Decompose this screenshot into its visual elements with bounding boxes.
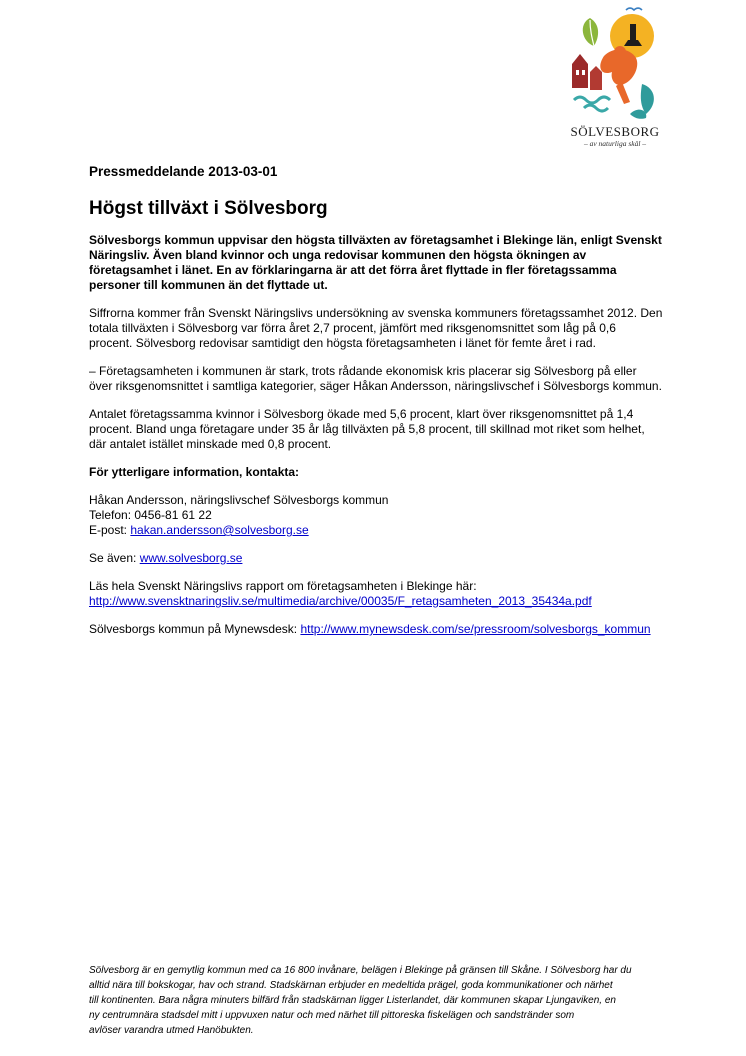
body-paragraph-3	[89, 407, 689, 452]
contact-block	[89, 493, 689, 538]
website-link[interactable]: www.solvesborg.se	[139, 551, 243, 565]
press-date: Pressmeddelande 2013-03-01	[89, 164, 278, 179]
see-also-label: Se även:	[89, 551, 140, 565]
body-line: procent. Bland unga företagare under 35 år låg tillväxten på 5,8 procent, till skillnad mot riket som helhet,	[89, 422, 645, 436]
report-link[interactable]: http://www.svensktnaringsliv.se/multimedia/archive/00035/F_retagsamheten_2013_35434a.pdf	[89, 594, 592, 608]
page-title: Högst tillväxt i Sölvesborg	[89, 198, 328, 219]
lead-line: personer till kommunen än det flyttade ut.	[89, 278, 328, 292]
contact-phone: Telefon: 0456-81 61 22	[89, 508, 212, 522]
lead-line: Näringsliv. Även bland kvinnor och unga redovisar kommunen den högsta ökningen av	[89, 248, 587, 262]
mynewsdesk-label: Sölvesborgs kommun på Mynewsdesk:	[89, 622, 301, 636]
lead-line: företagsamhet i länet. En av förklaringarna är att det förra året flyttade in fler företagssamma	[89, 263, 617, 277]
contact-heading: För ytterligare information, kontakta:	[89, 465, 300, 479]
see-also	[89, 551, 689, 566]
press-release	[89, 163, 689, 650]
report-text: Läs hela Svenskt Näringslivs rapport om företagsamheten i Blekinge här:	[89, 579, 477, 593]
body-line: över riksgenomsnittet i samtliga kategorier, säger Håkan Andersson, näringslivschef i Sölvesborgs kommun.	[89, 379, 662, 393]
mynewsdesk-row	[89, 622, 689, 637]
footer-line: alltid nära till bokskogar, hav och strand. Stadskärnan erbjuder en medeltida prägel, goda kommunikationer och närhet	[89, 980, 613, 991]
logo	[560, 6, 670, 146]
body-line: procent. Sölvesborg redovisar samtidigt den högsta företagsamheten i länet för femte året i rad.	[89, 336, 596, 350]
body-paragraph-2	[89, 364, 689, 394]
logo-tagline: – av naturliga skäl –	[583, 139, 647, 148]
contact-name: Håkan Andersson, näringslivschef Sölvesborgs kommun	[89, 493, 389, 507]
solvesborg-logo-icon	[560, 6, 670, 126]
logo-name: SÖLVESBORG	[570, 124, 660, 139]
footer-about	[89, 963, 707, 1038]
contact-email-label: E-post:	[89, 523, 131, 537]
lead-line: Sölvesborgs kommun uppvisar den högsta tillväxten av företagsamhet i Blekinge län, enligt Svenskt	[89, 233, 662, 247]
body-line: där antalet istället minskade med 0,8 procent.	[89, 437, 332, 451]
report-block	[89, 579, 689, 609]
lead-paragraph	[89, 233, 689, 293]
contact-email-row	[89, 523, 689, 538]
footer-line: Sölvesborg är en gemytlig kommun med ca 16 800 invånare, belägen i Blekinge på gränsen till Skåne. I Sölvesborg har du	[89, 965, 632, 976]
footer-line: avlöser varandra utmed Hanöbukten.	[89, 1025, 254, 1036]
footer-line: till kontinenten. Bara några minuters bilfärd från stadskärnan ligger Listerlandet, där kommunen skapar Ljungaviken, en	[89, 995, 616, 1006]
body-line: Antalet företagssamma kvinnor i Sölvesborg ökade med 5,6 procent, klart över riksgenomsnittet på 1,4	[89, 407, 634, 421]
body-line: Siffrorna kommer från Svenskt Näringslivs undersökning av svenska kommuners företagssamhet 2012. Den	[89, 306, 663, 320]
body-line: totala tillväxten i Sölvesborg var förra året 2,7 procent, jämfört med riksgenomsnittet som låg på 0,6	[89, 321, 616, 335]
body-paragraph-1	[89, 306, 689, 351]
contact-email-link[interactable]: hakan.andersson@solvesborg.se	[130, 523, 309, 537]
footer-line: ny centrumnära stadsdel mitt i uppvuxen natur och med närhet till pittoreska fiskelägen och sandstränder som	[89, 1010, 575, 1021]
body-line: – Företagsamheten i kommunen är stark, trots rådande ekonomisk kris placerar sig Sölvesborg på eller	[89, 364, 637, 378]
mynewsdesk-link[interactable]: http://www.mynewsdesk.com/se/pressroom/solvesborgs_kommun	[300, 622, 651, 636]
